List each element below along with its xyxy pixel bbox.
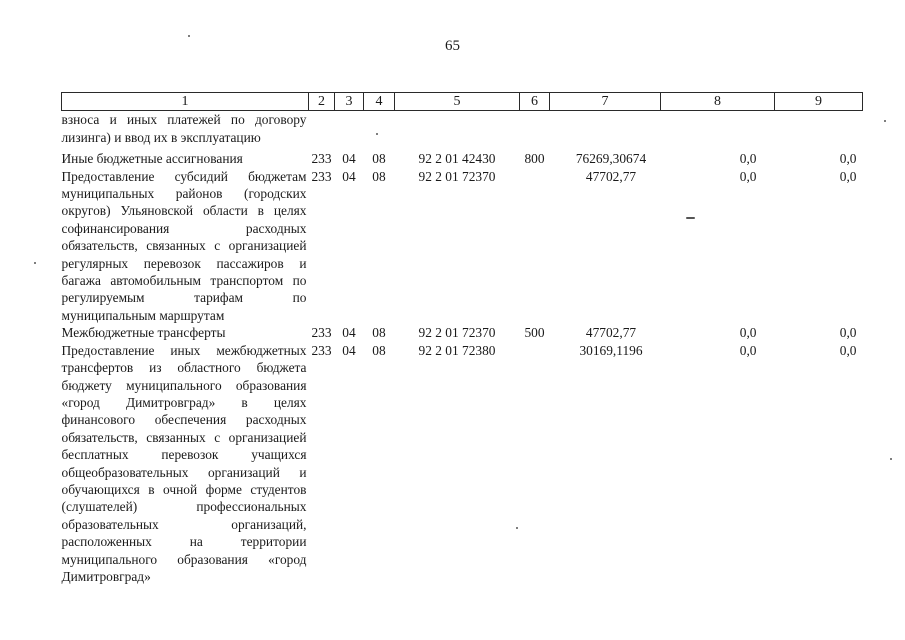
cell-col8: 0,0: [739, 168, 757, 184]
cell-amount: 47702,77: [585, 325, 637, 341]
cell-amount: 30169,1196: [579, 342, 643, 358]
table-row: [62, 324, 863, 341]
cell-col8: [661, 111, 775, 146]
cell-target-article: 92 2 01 42430: [418, 151, 496, 167]
cell-subsection: 08: [372, 342, 386, 358]
table-row: [62, 150, 863, 167]
cell-expense-type: [520, 111, 550, 146]
cell-expense-type: 500: [524, 325, 545, 341]
header-col-9: 9: [775, 93, 863, 111]
scan-speck: [34, 262, 36, 264]
row-name: Иные бюджетные ассигнования: [61, 151, 243, 167]
scan-speck: [188, 35, 190, 37]
cell-col8: 0,0: [739, 342, 757, 358]
scan-speck: [686, 217, 695, 219]
cell-admin-code: 233: [311, 342, 332, 358]
page-number: 65: [445, 38, 460, 54]
cell-target-article: 92 2 01 72380: [418, 342, 496, 358]
cell-section: 04: [342, 151, 356, 167]
header-row: [62, 93, 863, 111]
row-name: Межбюджетные трансферты: [61, 325, 226, 341]
cell-col9: 0,0: [839, 168, 857, 184]
header-col-7: 7: [550, 93, 661, 111]
header-col-8: 8: [661, 93, 775, 111]
cell-admin-code: [309, 111, 335, 146]
cell-expense-type: [520, 342, 550, 586]
cell-section: 04: [342, 342, 356, 358]
cell-admin-code: 233: [311, 151, 332, 167]
row-name: Предоставление иных межбюджетных трансфертов из областного бюджета бюджету муниципального образования «город Димитровград» в целях финансового обеспечения расходных обязательств, связанных с организацией бесплатных перевозок учащихся общеобразовательных организаций и обучающихся в очной форме студентов (слушателей) профессиональных образовательных организаций, расположенных на территории муниципального образования «город Димитровград»: [61, 342, 307, 584]
cell-expense-type: 800: [524, 151, 545, 167]
header-col-2: 2: [309, 93, 335, 111]
row-name: Предоставление субсидий бюджетам муниципальных районов (городских округов) Ульяновской области в целях софинансирования расходных обязательств, связанных с организацией регулярных перевозок пассажиров и багажа автомобильным транспортом по регулируемым тарифам по муниципальным маршрутам: [61, 168, 307, 323]
cell-col9: 0,0: [839, 151, 857, 167]
row-name: взноса и иных платежей по договору лизинга) и ввод их в эксплуатацию: [61, 112, 307, 145]
scan-speck: [376, 133, 378, 135]
cell-subsection: 08: [372, 325, 386, 341]
cell-col8: 0,0: [739, 151, 757, 167]
table-row: [62, 168, 863, 325]
header-col-4: 4: [364, 93, 395, 111]
cell-amount: 76269,30674: [575, 151, 647, 167]
cell-col9: [775, 111, 863, 146]
header-col-6: 6: [520, 93, 550, 111]
cell-amount: [550, 111, 661, 146]
cell-col9: 0,0: [839, 325, 857, 341]
cell-section: 04: [342, 325, 356, 341]
cell-subsection: 08: [372, 151, 386, 167]
cell-subsection: 08: [372, 168, 386, 184]
cell-section: 04: [342, 168, 356, 184]
scan-speck: [890, 458, 892, 460]
cell-target-article: [395, 111, 520, 146]
cell-subsection: [364, 111, 395, 146]
cell-target-article: 92 2 01 72370: [418, 168, 496, 184]
table-row: [62, 111, 863, 146]
cell-admin-code: 233: [311, 168, 332, 184]
cell-col9: 0,0: [839, 342, 857, 358]
budget-table: [61, 92, 863, 585]
cell-section: [335, 111, 364, 146]
scan-speck: [516, 527, 518, 529]
cell-col8: 0,0: [739, 325, 757, 341]
header-col-1: 1: [62, 93, 309, 111]
cell-admin-code: 233: [311, 325, 332, 341]
cell-expense-type: [520, 168, 550, 325]
header-col-5: 5: [395, 93, 520, 111]
cell-amount: 47702,77: [585, 168, 637, 184]
scan-speck: [884, 120, 886, 122]
header-col-3: 3: [335, 93, 364, 111]
table-row: [62, 342, 863, 586]
cell-target-article: 92 2 01 72370: [418, 325, 496, 341]
